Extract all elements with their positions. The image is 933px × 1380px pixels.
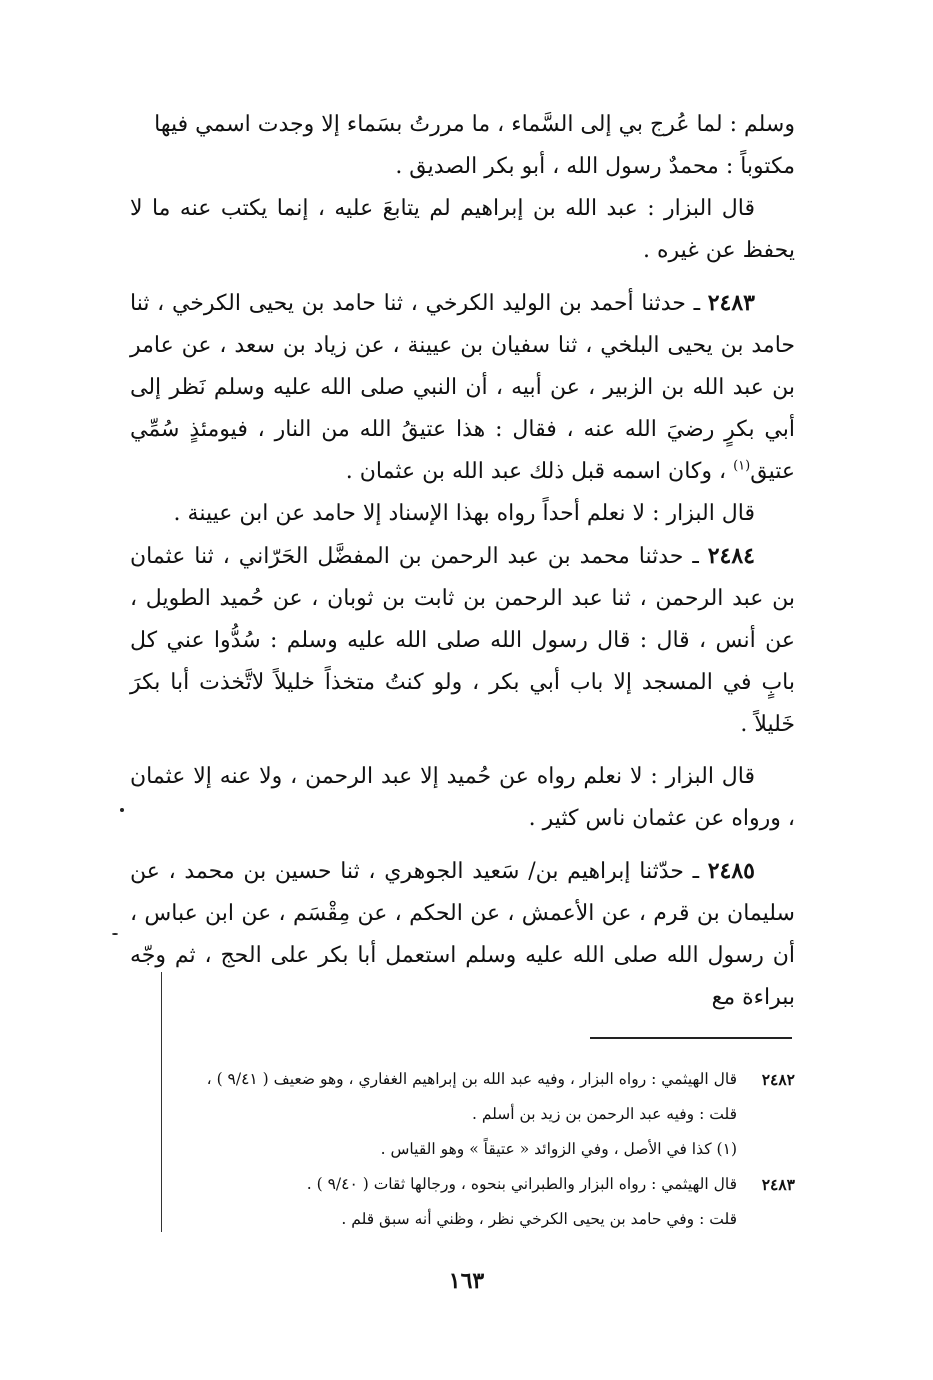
hadith-2483 xyxy=(130,282,795,493)
hadith-number: ٢٤٨٣ xyxy=(707,290,755,316)
footnote-text: قال الهيثمي : رواه البزار والطبراني بنحوه ، ورجالها ثقات ( ٩/٤٠ ) . xyxy=(306,1175,737,1193)
footnote-marker: (١) xyxy=(716,1140,737,1158)
scan-speck xyxy=(112,933,118,935)
footnote-note-1 xyxy=(140,1132,795,1167)
footnote-2483 xyxy=(140,1167,795,1202)
footnote-2483-continued xyxy=(140,1202,795,1237)
paragraph-1-line-1: وسلم : لما عُرج بي إلى السَّماء ، ما مررتُ بسَماء إلا وجدت اسمي فيها xyxy=(154,112,795,137)
hadith-text: ـ حدّثنا إبراهيم بن/ سَعيد الجوهري ، ثنا حسين بن محمد ، عن سليمان بن قرم ، عن الأعمش ، عن الحكم ، عن مِقْسَم ، عن ابن عباس ، أن رسول الله صلى الله عليه وسلم استعمل أبا بكر على الحج ، ثم وجّه ببراءة مع xyxy=(130,859,795,1010)
paragraph-1 xyxy=(130,104,795,188)
paragraph-1-line-2: مكتوباً : محمدٌ رسول الله ، أبو بكر الصديق . xyxy=(395,154,795,179)
footnote-text: قال الهيثمي : رواه البزار ، وفيه عبد الله بن إبراهيم الغفاري ، وهو ضعيف ( ٩/٤١ ) ، xyxy=(206,1070,737,1088)
paragraph-bazzar-note-2: قال البزار : لا نعلم أحداً رواه بهذا الإسناد إلا حامد عن ابن عيينة . xyxy=(173,501,755,526)
footnote-text: قلت : وفي حامد بن يحيى الكرخي نظر ، وظني أنه سبق قلم . xyxy=(341,1210,737,1228)
scan-margin-line xyxy=(161,972,162,1232)
scan-speck xyxy=(120,808,124,812)
paragraph-bazzar-note-3: قال البزار : لا نعلم رواه عن حُميد إلا عبد الرحمن ، ولا عنه إلا عثمان ، ورواه عن عثمان ناس كثير . xyxy=(130,764,795,831)
hadith-text: ـ حدثنا أحمد بن الوليد الكرخي ، ثنا حامد بن يحيى الكرخي ، ثنا حامد بن يحيى البلخي ، ثنا سفيان بن عيينة ، عن زياد بن سعد ، عن عامر بن عبد الله بن الزبير ، عن أبيه ، أن النبي صلى الله عليه وسلم نَظر إلى أبي بكرٍ رضيَ الله عنه ، فقال : هذا عتيقُ الله من النار ، فيومئذٍ سُمِّي عتيق xyxy=(130,291,795,484)
hadith-text-continued: ، وكان اسمه قبل ذلك عبد الله بن عثمان . xyxy=(345,459,734,484)
footnote-2482 xyxy=(140,1062,795,1097)
footnote-text xyxy=(140,1132,737,1167)
main-text xyxy=(130,104,795,1019)
hadith-text: ـ حدثنا محمد بن عبد الرحمن بن المفضَّل الحَرّاني ، ثنا عثمان بن عبد الرحمن ، ثنا عبد الرحمن بن ثابت بن ثوبان ، عن حُميد الطويل ، عن أنس ، قال : قال رسول الله صلى الله عليه وسلم : سُدُّوا عني كل بابٍ في المسجد إلا باب أبي بكر ، ولو كنتُ متخذاً خليلاً لاتَّخذت أبا بكرَ خَليلاً . xyxy=(130,544,795,737)
footnote-marker: (١) xyxy=(733,458,751,474)
hadith-number: ٢٤٨٥ xyxy=(707,858,755,884)
footnote-number: ٢٤٨٢ xyxy=(761,1070,795,1089)
page-number: ١٦٣ xyxy=(448,1268,485,1294)
footnote-separator xyxy=(590,1037,792,1039)
footnote-2482-continued xyxy=(140,1097,795,1132)
hadith-2485 xyxy=(130,850,795,1019)
hadith-number: ٢٤٨٤ xyxy=(707,543,755,569)
footnote-note-text: كذا في الأصل ، وفي الزوائد « عتيقاً » وهو القياس . xyxy=(380,1140,712,1158)
footnote-number: ٢٤٨٣ xyxy=(761,1175,795,1194)
paragraph-bazzar-note-1: قال البزار : عبد الله بن إبراهيم لم يتابعَ عليه ، إنما يكتب عنه ما لا يحفظ عن غيره . xyxy=(130,196,795,263)
hadith-2484 xyxy=(130,535,795,746)
footnotes-section xyxy=(140,1062,795,1237)
footnote-text: قلت : وفيه عبد الرحمن بن زيد بن أسلم . xyxy=(471,1105,737,1123)
